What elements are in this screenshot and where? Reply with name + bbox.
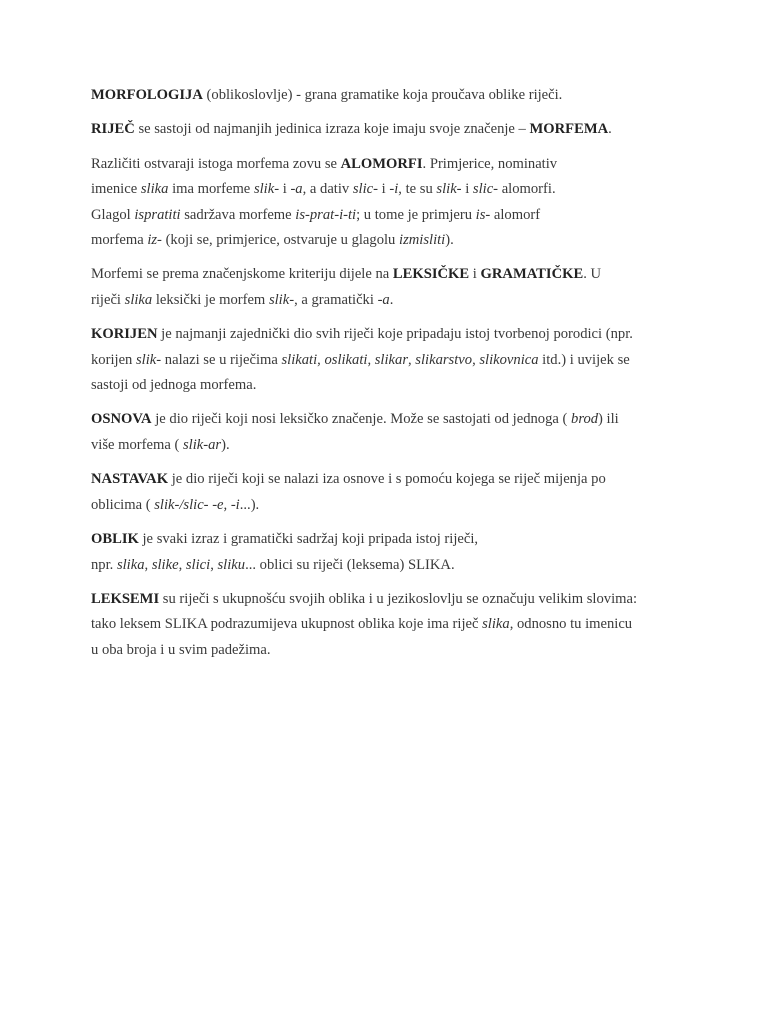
paragraph	[91, 587, 691, 663]
text-run: , odnosno tu imenicu	[509, 616, 633, 633]
term-bold: NASTAVAK	[91, 471, 169, 488]
text-run: ...).	[239, 496, 260, 513]
term-bold: OSNOVA	[91, 411, 152, 428]
text-run: .	[608, 121, 612, 138]
example-italic: slikati	[281, 351, 318, 368]
text-run: oblicima (	[91, 496, 155, 513]
text-run: je dio riječi koji se nalazi iza osnove i s pomoću kojega se riječ mijenja po	[168, 471, 606, 488]
text-run: leksički je morfem	[152, 291, 269, 308]
text-run: ima morfeme	[168, 181, 254, 198]
paragraph	[91, 322, 691, 398]
example-italic: slik-	[253, 181, 280, 198]
text-run: je dio riječi koji nosi leksičko značenje. Može se sastojati od jednoga (	[151, 411, 572, 428]
paragraph	[91, 527, 691, 578]
example-italic: slikovnica	[479, 351, 539, 368]
text-run: ; u tome je primjeru	[356, 206, 476, 223]
text-run: (koji se, primjerice, ostvaruje u glagolu	[161, 232, 400, 249]
example-italic: oslikati	[324, 351, 368, 368]
example-italic: is-	[475, 206, 491, 223]
example-italic: slik-ar	[183, 436, 222, 453]
example-italic: slika	[140, 181, 169, 198]
text-run: ... oblici su riječi (leksema) SLIKA.	[245, 556, 455, 573]
example-italic: sliku	[217, 556, 246, 573]
text-run: više morfema (	[91, 436, 183, 453]
example-italic: -a	[377, 291, 390, 308]
text-run: je svaki izraz i gramatički sadržaj koji pripada istoj riječi,	[138, 531, 479, 548]
example-italic: slici	[185, 556, 211, 573]
text-run: je najmanji zajednički dio svih riječi koje pripadaju istoj tvorbenoj porodici (npr.	[157, 326, 633, 343]
text-run: i	[279, 181, 291, 198]
text-run: Glagol	[91, 206, 135, 223]
text-run: sastoji od jednoga morfema.	[91, 377, 257, 394]
text-run: ).	[445, 232, 454, 249]
text-run: (oblikoslovlje) - grana gramatike koja proučava oblike riječi.	[202, 87, 563, 103]
text-run: . Primjerice, nominativ	[422, 155, 558, 172]
example-italic: slic-	[352, 181, 379, 198]
example-italic: slika	[482, 616, 510, 633]
example-italic: slik-/slic- -e, -i	[154, 496, 240, 513]
term-bold: KORIJEN	[91, 326, 158, 343]
example-italic: slika	[124, 291, 153, 308]
text-run: ,	[472, 351, 480, 368]
paragraph	[91, 262, 691, 313]
text-run: nalazi se u riječima	[161, 351, 282, 368]
text-run: ,	[210, 556, 218, 573]
example-italic: slik-	[268, 291, 295, 308]
text-run: ).	[221, 436, 230, 453]
example-italic: iz-	[147, 232, 162, 249]
example-italic: slik-	[436, 181, 462, 198]
text-run: . U	[583, 266, 602, 283]
text-run: riječi	[91, 291, 125, 308]
text-run: u oba broja i u svim padežima.	[91, 641, 271, 658]
example-italic: slikar	[374, 351, 408, 368]
paragraph	[91, 117, 691, 142]
text-run: i	[469, 266, 481, 283]
text-run: Morfemi se prema značenjskome kriteriju dijele na	[91, 266, 393, 283]
text-run: .	[389, 291, 394, 308]
example-italic: slike	[151, 556, 179, 573]
paragraph	[91, 83, 691, 108]
text-run: ,	[144, 556, 152, 573]
text-run: tako leksem SLIKA podrazumijeva ukupnost oblika koje ima riječ	[91, 616, 483, 633]
text-run: alomorfi.	[498, 181, 556, 198]
text-run: itd.) i uvijek se	[538, 351, 630, 368]
text-run: ,	[367, 351, 375, 368]
term-bold: LEKSEMI	[91, 590, 160, 607]
text-run: i	[461, 181, 473, 198]
text-run: Različiti ostvaraji istoga morfema zovu se	[91, 155, 341, 172]
text-run: alomorf	[490, 206, 541, 223]
text-run: morfema	[91, 232, 148, 249]
term-bold: OBLIK	[91, 531, 139, 548]
term-bold: GRAMATIČKE	[480, 266, 584, 283]
example-italic: slika	[116, 556, 145, 573]
text-run: imenice	[91, 181, 141, 198]
text-run: sadržava morfeme	[180, 206, 296, 223]
text-run: korijen	[91, 351, 136, 368]
text-run: npr.	[91, 556, 117, 573]
text-run: ) ili	[598, 411, 619, 428]
example-italic: slic-	[472, 181, 499, 198]
example-italic: slik-	[136, 351, 162, 368]
example-italic: brod	[571, 411, 599, 428]
term-bold: RIJEČ	[91, 121, 135, 138]
example-italic: -i	[389, 181, 399, 198]
text-run: ,	[408, 351, 416, 368]
paragraph	[91, 407, 691, 458]
term-bold: MORFEMA	[529, 121, 609, 138]
example-italic: slikarstvo	[415, 351, 473, 368]
example-italic: -a	[290, 181, 303, 198]
document-body	[91, 83, 691, 672]
example-italic: izmisliti	[399, 232, 446, 249]
text-run: , a gramatički	[294, 291, 378, 308]
text-run: su riječi s ukupnošću svojih oblika i u jezikoslovlju se označuju velikim slovima:	[159, 590, 638, 607]
term-bold: LEKSIČKE	[392, 266, 470, 283]
paragraph	[91, 152, 691, 254]
term-bold: MORFOLOGIJA	[91, 87, 203, 103]
text-run: ,	[178, 556, 186, 573]
text-run: , a dativ	[302, 181, 353, 198]
text-run: ,	[317, 351, 325, 368]
text-run: i	[378, 181, 390, 198]
text-run: se sastoji od najmanjih jedinica izraza koje imaju svoje značenje –	[134, 121, 530, 138]
text-run: , te su	[398, 181, 437, 198]
example-italic: is-prat-i-ti	[295, 206, 357, 223]
paragraph	[91, 467, 691, 518]
example-italic: ispratiti	[134, 206, 181, 223]
term-bold: ALOMORFI	[340, 155, 423, 172]
